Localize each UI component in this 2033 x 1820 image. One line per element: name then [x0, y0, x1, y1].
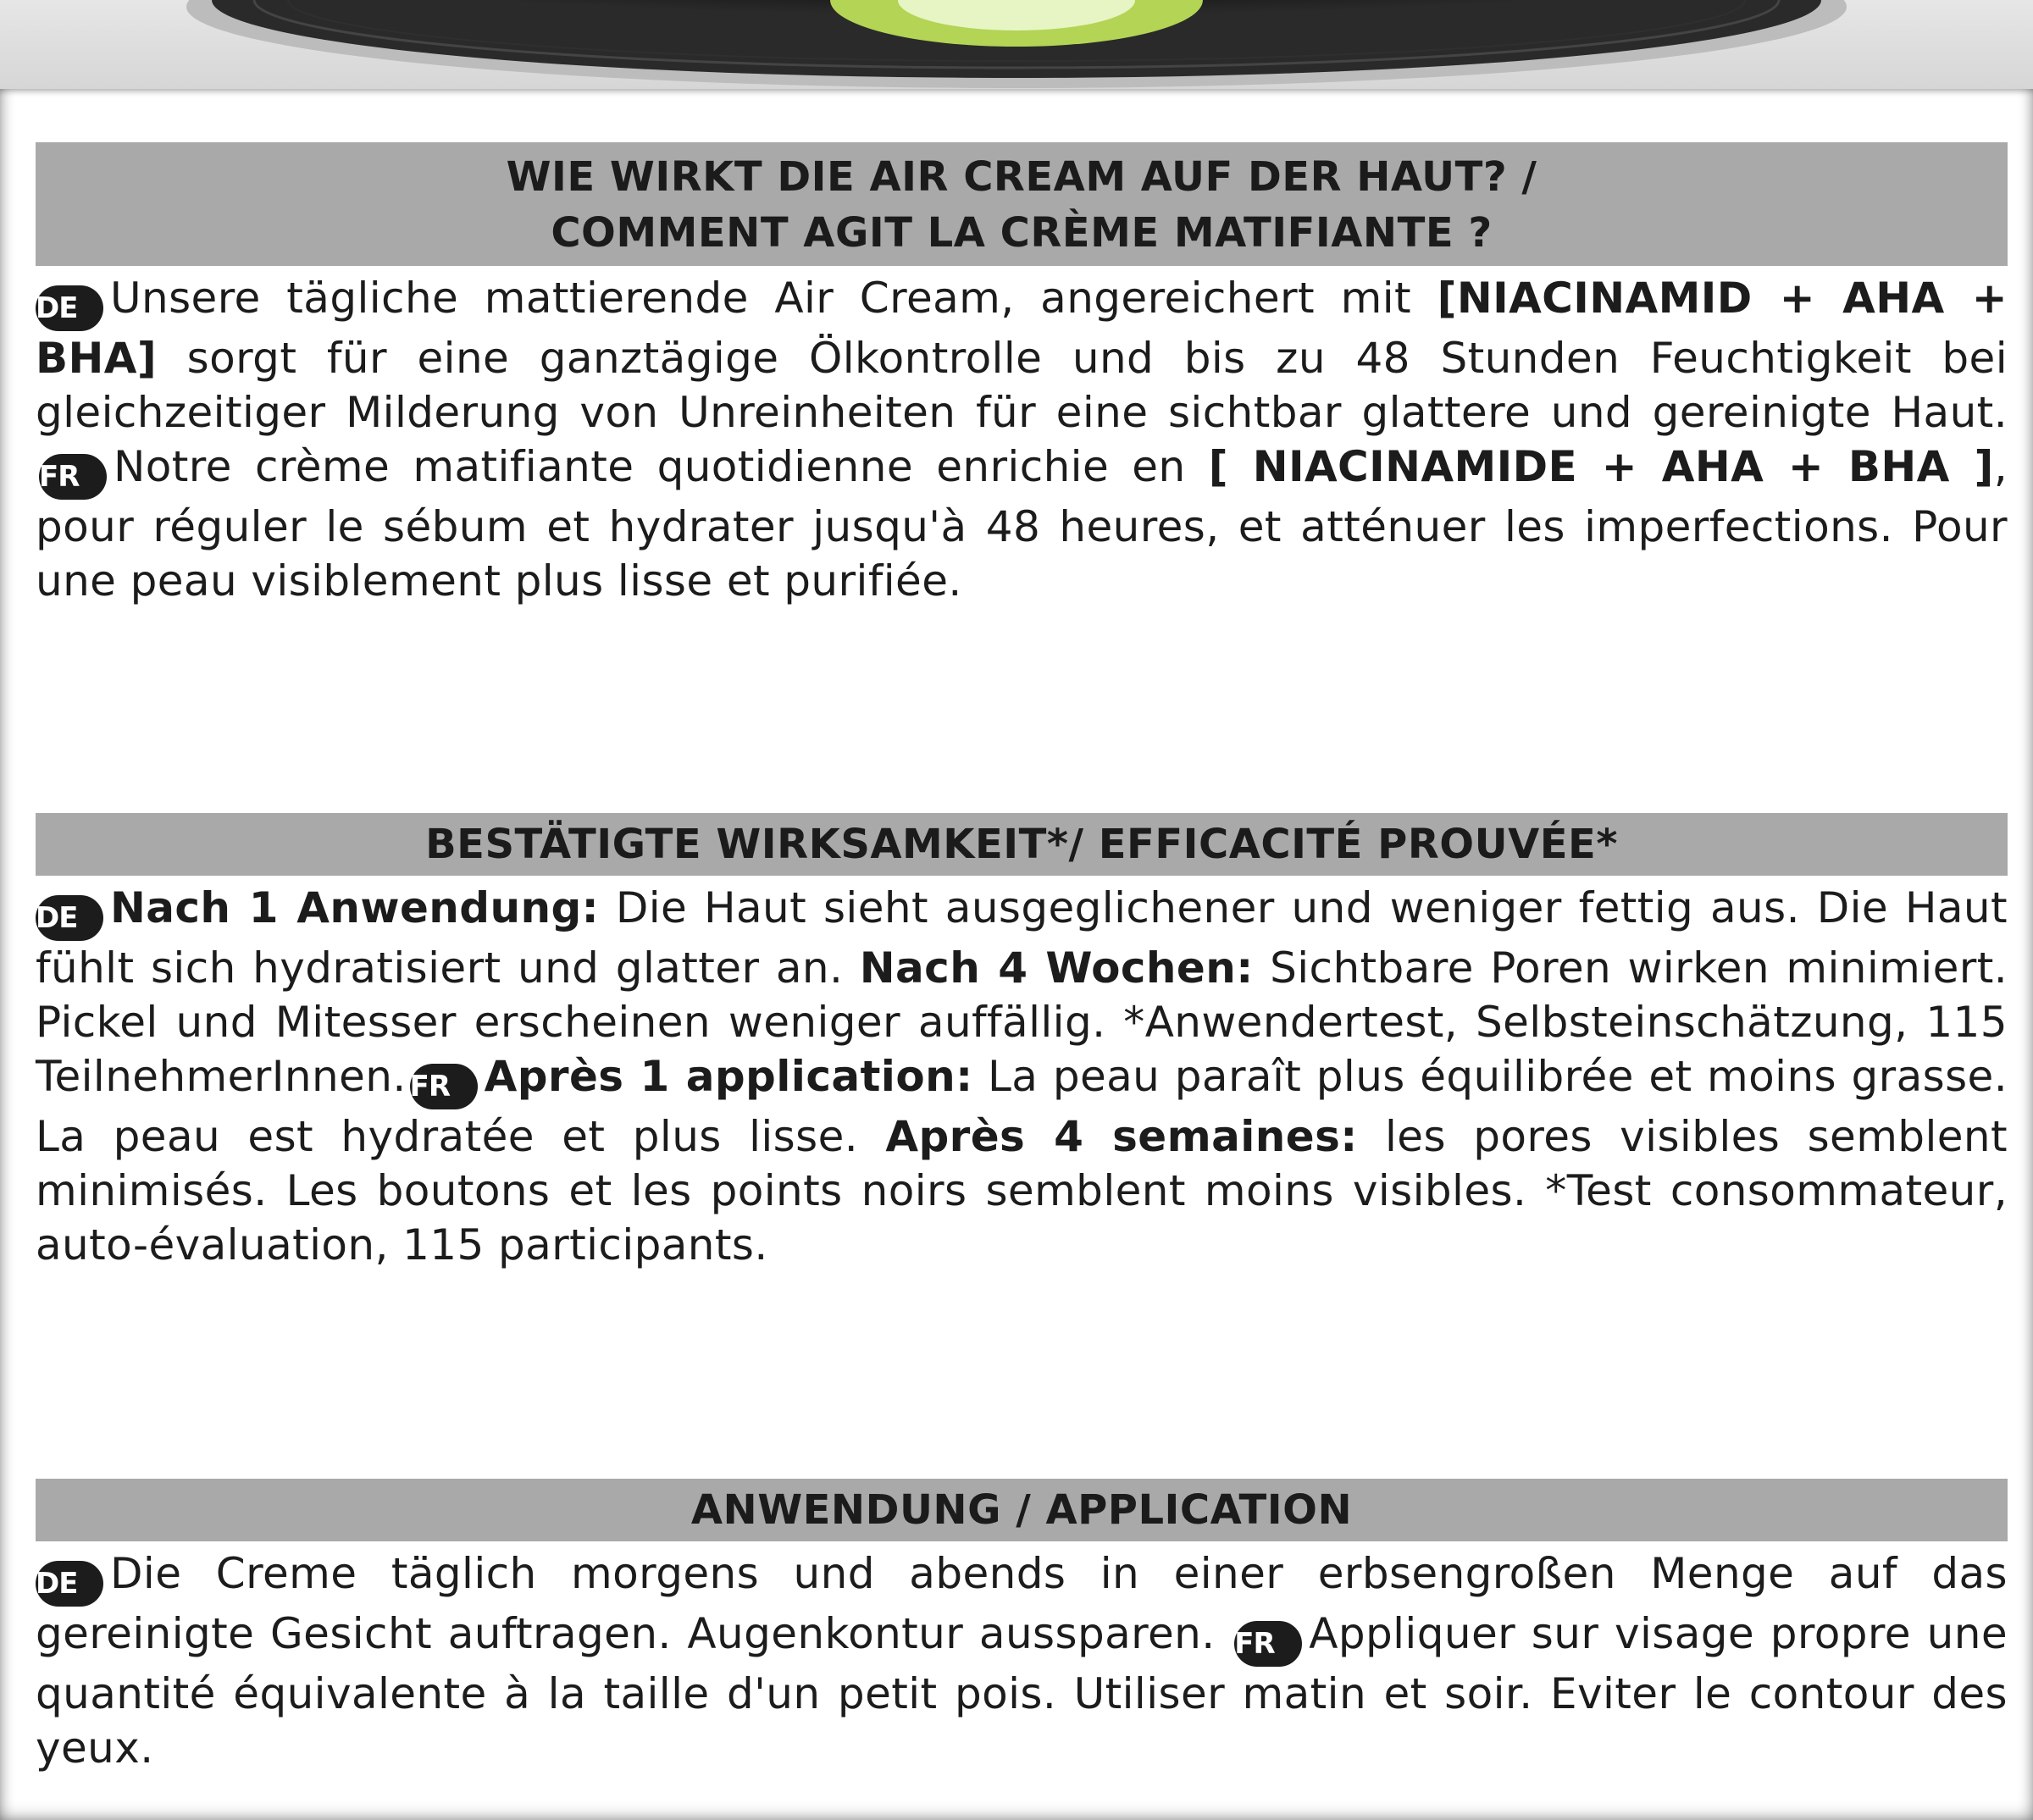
- de-result-1-label: Nach 1 Anwendung:: [110, 883, 600, 932]
- fr-result-2-label: Après 4 semaines:: [885, 1112, 1358, 1161]
- section-body: [36, 1546, 2008, 1775]
- de-text-part: Unsere tägliche mattierende Air Cream, angereichert mit: [110, 274, 1438, 323]
- de-result-1-text: Die Haut sieht ausgeglichener und weniger fettig aus. Die Haut fühlt sich hydratisiert und glatter an.: [36, 883, 2008, 993]
- de-language-badge: DE: [36, 1561, 103, 1607]
- jar-lid-graphic: [0, 0, 2033, 102]
- de-result-2-text: Sichtbare Poren wirken minimiert. Pickel und Mitesser erscheinen weniger auffällig. *Anwendertest, Selbsteinschätzung, 115 TeilnehmerInnen.: [36, 943, 2008, 1101]
- fr-result-2-text: les pores visibles semblent minimisés. Les boutons et les points noirs semblent moins visibles. *Test consommateur, auto-évaluation, 115 participants.: [36, 1112, 2008, 1270]
- fr-ingredients: [ NIACINAMIDE + AHA + BHA ]: [1208, 442, 1994, 491]
- jar-lid: [0, 0, 2033, 102]
- fr-instructions: Appliquer sur visage propre une quantité équivalente à la taille d'un petit pois. Utiliser matin et soir. Eviter le contour des yeux.: [36, 1609, 2008, 1773]
- de-text-part: sorgt für eine ganztägige Ölkontrolle und bis zu 48 Stunden Feuchtigkeit bei gleichzeitiger Milderung von Unreinheiten für eine sichtbar glattere und gereinigte Haut.: [36, 334, 2008, 437]
- section-how-it-works: [36, 142, 2008, 608]
- section-heading: [36, 142, 2008, 266]
- de-language-badge: DE: [36, 285, 103, 331]
- section-body: [36, 881, 2008, 1272]
- de-result-2-label: Nach 4 Wochen:: [859, 943, 1254, 993]
- de-ingredients: [NIACINAMID + AHA + BHA]: [36, 274, 2008, 383]
- de-instructions: Die Creme täglich morgens und abends in einer erbsengroßen Menge auf das gereinigte Gesicht auftragen. Augenkontur aussparen.: [36, 1549, 2008, 1658]
- section-proven-efficacy: [36, 813, 2008, 1272]
- fr-text-part: , pour réguler le sébum et hydrater jusqu'à 48 heures, et atténuer les imperfections. Pour une peau visiblement plus lisse et purifiée.: [36, 442, 2008, 606]
- fr-language-badge: FR: [1234, 1621, 1302, 1667]
- section-heading: BESTÄTIGTE WIRKSAMKEIT*/ EFFICACITÉ PROUVÉE*: [36, 813, 2008, 876]
- section-application: [36, 1479, 2008, 1775]
- heading-line-de: WIE WIRKT DIE AIR CREAM AUF DER HAUT? /: [506, 153, 1537, 201]
- de-language-badge: DE: [36, 895, 103, 941]
- heading-line-fr: COMMENT AGIT LA CRÈME MATIFIANTE ?: [551, 209, 1493, 257]
- section-body: [36, 271, 2008, 608]
- fr-language-badge: FR: [39, 454, 107, 500]
- section-heading: ANWENDUNG / APPLICATION: [36, 1479, 2008, 1541]
- fr-text-part: Notre crème matifiante quotidienne enrichie en: [114, 442, 1209, 491]
- fr-result-1-label: Après 1 application:: [484, 1052, 973, 1101]
- fr-language-badge: FR: [410, 1064, 478, 1109]
- fr-result-1-text: La peau paraît plus équilibrée et moins grasse. La peau est hydratée et plus lisse.: [36, 1052, 2008, 1161]
